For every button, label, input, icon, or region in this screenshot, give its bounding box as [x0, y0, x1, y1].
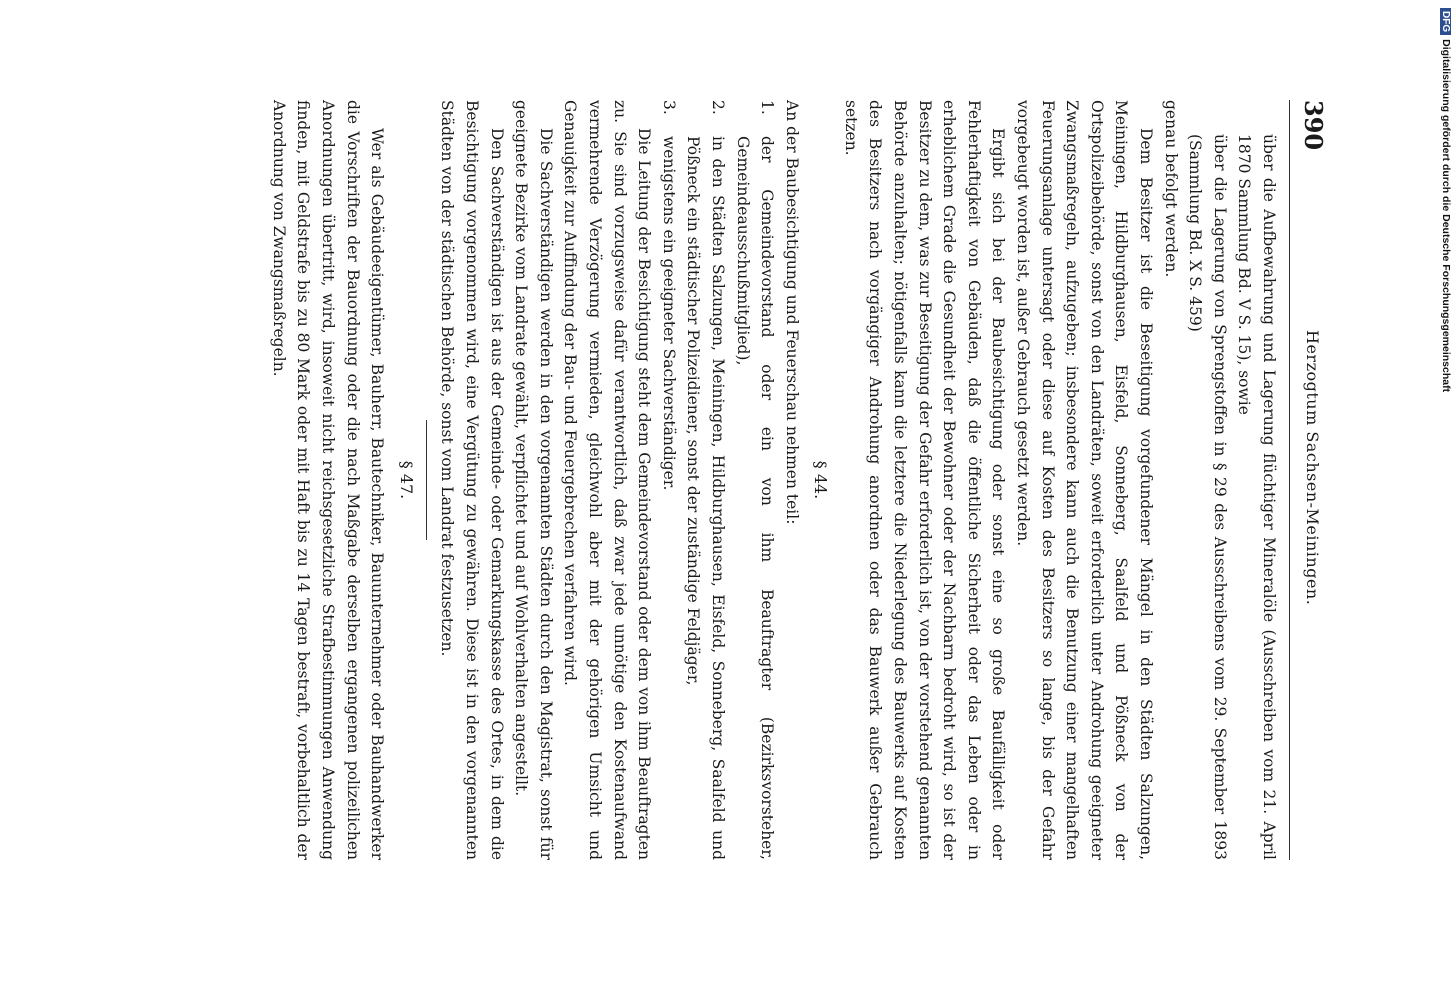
paragraph: Wer als Gebäudeeigentümer, Bauherr, Bautechniker, Bauunternehmer oder Bauhandwerker die Vorschriften der Bauordnung oder die nach Maßgabe derselben ergangenen polizeilichen Anordnungen übertritt, wird, insoweit nicht reichsgesetzliche Strafbestimmungen Anwendung finden, mit Geldstrafe bis zu 80 Mark oder mit Haft bis zu 14 Tagen bestraft, vorbehaltlich der Anordnung von Zwangsmaßregeln. — [269, 100, 387, 860]
list-item-text: wenigstens ein geeigneter Sachverständiger. — [659, 136, 678, 491]
paragraph: Ergibt sich bei der Baubesichtigung oder sonst eine so große Baufälligkeit oder Fehlerhaftigkeit von Gebäuden, daß die öffentliche Sicherheit oder das Leben oder in erheblichem Grade die Gesundheit der Bewohner oder der Nachbarn bedroht wird, so ist der Besitzer zu dem, was zur Beseitigung der Gefahr erforderlich ist, von der vorstehend genannten Behörde anzuhalten; nötigenfalls kann die letztere die Niederlegung des Bauwerks auf Kosten des Besitzers nach vorgängiger Androhung anordnen oder das Bauwerk außer Gebrauch setzen. — [841, 100, 1008, 860]
paragraph: über die Aufbewahrung und Lagerung flüchtiger Mineralöle (Ausschreiben vom 21. April 1870 Sammlung Bd. V S. 15), sowie — [1235, 134, 1278, 860]
page-body — [266, 100, 1289, 860]
paragraph: An der Baubesichtigung und Feuerschau nehmen teil: — [782, 100, 801, 525]
list-item-number: 2. — [708, 100, 727, 115]
dfg-logo: DFG — [1440, 8, 1451, 35]
paragraph: über die Lagerung von Sprengstoffen in § 29 des Ausschreibens vom 29. September 1893 (Sammlung Bd. X S. 459) — [1186, 134, 1229, 860]
funding-note-text: Digitalisierung gefördert durch die Deutsche Forschungsgemeinschaft — [1440, 39, 1452, 393]
list-item — [656, 100, 681, 860]
paragraph: genau befolgt werden. — [1161, 100, 1180, 278]
funding-note — [1440, 8, 1452, 392]
list-item-text: in den Städten Salzungen, Meiningen, Hildburghausen, Eisfeld, Sonneberg, Saalfeld und Pößneck ein städtischer Polizeidiener, sonst der zuständige Feldjäger, — [684, 136, 727, 860]
list-item-number: 1. — [758, 100, 777, 115]
paragraph: Die Leitung der Besichtigung steht dem Gemeindevorstand oder dem von ihm Beauftragten zu. Sie sind vorzugsweise dafür verantwortlich, daß zwar jede unnötige den Kostenaufwand vermehrende Verzögerung vermieden, gleichwohl aber mit der gehörigen Umsicht und Genauigkeit zur Auffindung der Bau- und Feuergebrechen verfahren wird. — [561, 100, 654, 860]
section-heading-44: § 44. — [811, 460, 831, 500]
rotated-text-block — [266, 100, 1330, 900]
page-number: 390 — [1299, 100, 1328, 151]
list-item — [730, 100, 779, 860]
paragraph: Dem Besitzer ist die Beseitigung vorgefundener Mängel in den Städten Salzungen, Meiningen, Hildburghausen, Eisfeld, Sonneberg, Saalfeld und Pößneck von der Ortspolizeibehörde, sonst von den Landräten, soweit erforderlich unter Androhung geeigneter Zwangsmaßregeln, aufzugeben; insbesondere kann auch die Benutzung einer mangelhaften Feuerungsanlage untersagt oder diese auf Kosten des Besitzers so lange, bis der Gefahr vorgebeugt worden ist, außer Gebrauch gesetzt werden. — [1014, 100, 1156, 860]
list-item-text: der Gemeindevorstand oder ein von ihm Beauftragter (Bezirksvorsteher, Gemeindeausschußmitglied), — [733, 136, 777, 860]
paragraph: Die Sachverständigen werden in den vorgenannten Städten durch den Magistrat, sonst für geeignete Bezirke vom Landrate gewählt, verpflichtet und auf Wohlverhalten angestellt. — [512, 100, 555, 860]
page-header — [1289, 100, 1330, 860]
running-head: Herzogtum Sachsen-Meiningen. — [1303, 330, 1322, 606]
divider — [426, 420, 427, 540]
list-item-number: 3. — [659, 100, 678, 115]
section-heading-47: § 47. — [396, 460, 416, 500]
list-item — [681, 100, 730, 860]
paragraph: Den Sachverständigen ist aus der Gemeinde- oder Gemarkungskasse des Ortes, in dem die Besichtigung vorgenommen wird, eine Vergütung zu gewähren. Diese ist in den vorgenannten Städten von der städtischen Behörde, sonst vom Landrat festzusetzen. — [438, 100, 506, 860]
